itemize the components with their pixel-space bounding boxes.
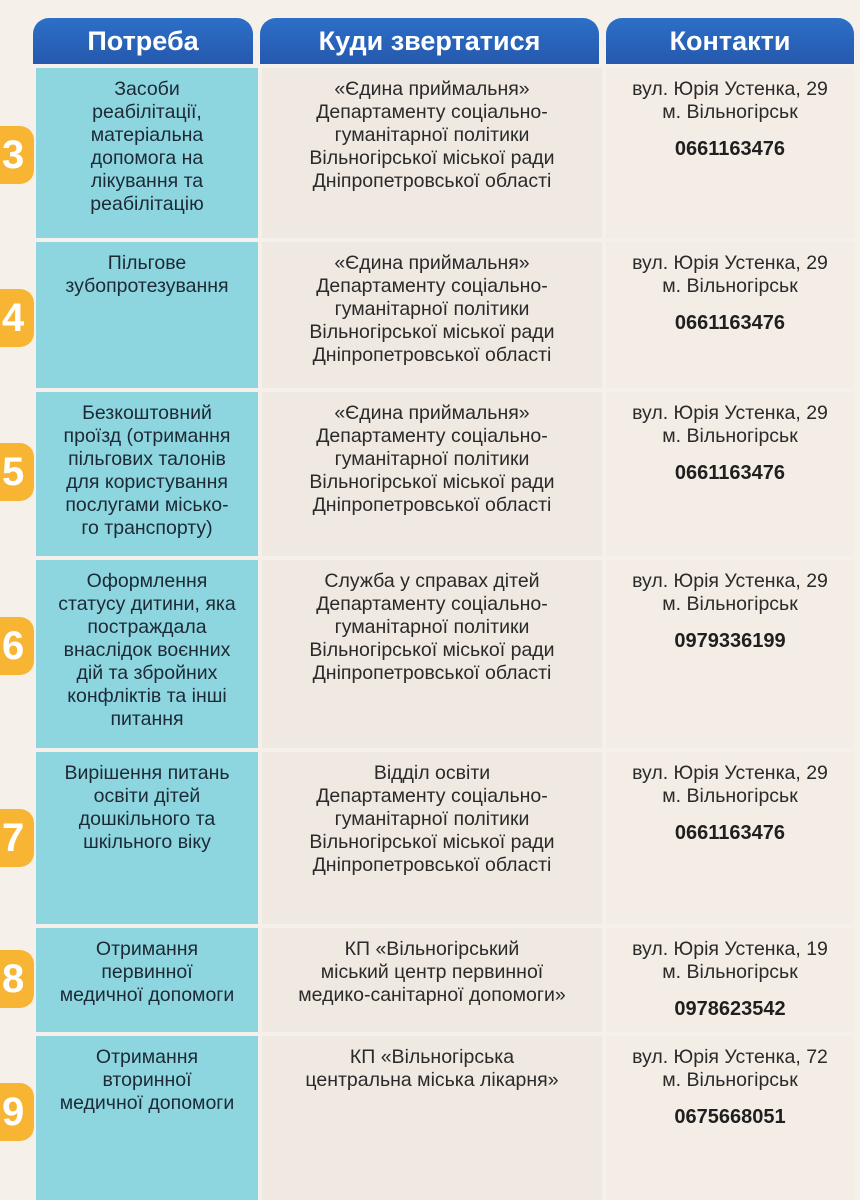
office-text-line: Дніпропетровської області <box>312 344 552 366</box>
office-text-line: Вільногірської міської ради <box>309 321 555 343</box>
row-number-badge: 9 <box>0 1083 34 1141</box>
phone-number: 0661163476 <box>674 312 786 334</box>
need-cell <box>36 928 258 1032</box>
office-text-line: Департаменту соціально- <box>316 275 548 297</box>
where-to-apply-cell <box>262 752 602 924</box>
table-row <box>0 752 860 924</box>
office-text-line: Відділ освіти <box>373 762 491 784</box>
office-text-line: Департаменту соціально- <box>316 593 548 615</box>
office-text-line: гуманітарної політики <box>334 448 530 470</box>
need-text-line: матеріальна <box>90 124 204 146</box>
address-line: вул. Юрія Устенка, 29 <box>632 252 828 274</box>
office-text-line: Вільногірської міської ради <box>309 471 555 493</box>
need-text-line: вторинної <box>102 1069 192 1091</box>
need-text-line: Отримання <box>95 1046 199 1068</box>
need-text-line: послугами місько- <box>65 494 229 516</box>
need-text-line: Оформлення <box>86 570 208 592</box>
office-text-line: гуманітарної політики <box>334 124 530 146</box>
address-line: м. Вільногірськ <box>662 593 798 615</box>
need-cell <box>36 1036 258 1200</box>
need-text-line: постраждала <box>87 616 207 638</box>
office-text-line: Вільногірської міської ради <box>309 147 555 169</box>
address-line: вул. Юрія Устенка, 29 <box>632 78 828 100</box>
need-text-line: шкільного віку <box>83 831 211 853</box>
office-text-line: Департаменту соціально- <box>316 785 548 807</box>
contacts-cell <box>606 242 854 388</box>
office-text-line: Департаменту соціально- <box>316 101 548 123</box>
office-text-line: Дніпропетровської області <box>312 494 552 516</box>
office-text-line: центральна міська лікарня» <box>305 1069 559 1091</box>
row-number-badge: 8 <box>0 950 34 1008</box>
column-header-need: Потреба <box>33 18 253 64</box>
office-text-line: гуманітарної політики <box>334 616 530 638</box>
where-to-apply-cell <box>262 68 602 238</box>
office-text-line: Дніпропетровської області <box>312 854 552 876</box>
office-text-line: КП «Вільногірська <box>349 1046 515 1068</box>
phone-number: 0675668051 <box>674 1106 786 1128</box>
need-text-line: дошкільного та <box>78 808 216 830</box>
table-row <box>0 928 860 1032</box>
where-to-apply-cell <box>262 560 602 748</box>
where-to-apply-cell <box>262 1036 602 1200</box>
office-text-line: «Єдина приймальня» <box>334 252 530 274</box>
address-line: вул. Юрія Устенка, 72 <box>632 1046 828 1068</box>
phone-number: 0661163476 <box>674 138 786 160</box>
need-text-line: зубопротезування <box>65 275 229 297</box>
need-text-line: медичної допомоги <box>59 1092 235 1114</box>
row-number-badge: 4 <box>0 289 34 347</box>
contacts-cell <box>606 560 854 748</box>
table-row <box>0 392 860 556</box>
address-line: м. Вільногірськ <box>662 785 798 807</box>
office-text-line: гуманітарної політики <box>334 298 530 320</box>
address-line: вул. Юрія Устенка, 19 <box>632 938 828 960</box>
office-text-line: Вільногірської міської ради <box>309 831 555 853</box>
column-header-where: Куди звертатися <box>260 18 599 64</box>
column-header-contacts: Контакти <box>606 18 854 64</box>
row-number-badge: 3 <box>0 126 34 184</box>
office-text-line: Департаменту соціально- <box>316 425 548 447</box>
address-line: м. Вільногірськ <box>662 275 798 297</box>
contacts-cell <box>606 752 854 924</box>
address-line: вул. Юрія Устенка, 29 <box>632 762 828 784</box>
need-text-line: первинної <box>101 961 193 983</box>
need-text-line: Безкоштовний <box>82 402 212 424</box>
address-line: м. Вільногірськ <box>662 425 798 447</box>
need-text-line: медичної допомоги <box>59 984 235 1006</box>
need-text-line: реабілітації, <box>92 101 202 123</box>
row-number-badge: 7 <box>0 809 34 867</box>
where-to-apply-cell <box>262 242 602 388</box>
row-number-badge: 6 <box>0 617 34 675</box>
address-line: вул. Юрія Устенка, 29 <box>632 570 828 592</box>
office-text-line: Дніпропетровської області <box>312 662 552 684</box>
contacts-cell <box>606 928 854 1032</box>
need-cell <box>36 392 258 556</box>
table-row <box>0 560 860 748</box>
office-text-line: Вільногірської міської ради <box>309 639 555 661</box>
need-text-line: Пільгове <box>107 252 187 274</box>
phone-number: 0661163476 <box>674 462 786 484</box>
need-text-line: Вирішення питань <box>64 762 230 784</box>
office-text-line: КП «Вільногірський <box>344 938 520 960</box>
phone-number: 0978623542 <box>674 998 786 1020</box>
need-text-line: проїзд (отримання <box>63 425 231 447</box>
office-text-line: «Єдина приймальня» <box>334 402 530 424</box>
table-row <box>0 68 860 238</box>
need-text-line: допомога на <box>90 147 204 169</box>
need-text-line: конфліктів та інші <box>67 685 227 707</box>
table-row <box>0 242 860 388</box>
office-text-line: медико-санітарної допомоги» <box>298 984 566 1006</box>
phone-number: 0661163476 <box>674 822 786 844</box>
contacts-cell <box>606 1036 854 1200</box>
where-to-apply-cell <box>262 928 602 1032</box>
need-text-line: для користування <box>66 471 228 493</box>
address-line: м. Вільногірськ <box>662 101 798 123</box>
address-line: м. Вільногірськ <box>662 1069 798 1091</box>
need-text-line: го транспорту) <box>81 517 213 539</box>
need-text-line: лікування та <box>90 170 204 192</box>
office-text-line: Служба у справах дітей <box>324 570 540 592</box>
contacts-cell <box>606 68 854 238</box>
office-text-line: «Єдина приймальня» <box>334 78 530 100</box>
office-text-line: Дніпропетровської області <box>312 170 552 192</box>
need-text-line: статусу дитини, яка <box>58 593 236 615</box>
office-text-line: гуманітарної політики <box>334 808 530 830</box>
need-cell <box>36 752 258 924</box>
office-text-line: міський центр первинної <box>320 961 544 983</box>
where-to-apply-cell <box>262 392 602 556</box>
row-number-badge: 5 <box>0 443 34 501</box>
contacts-cell <box>606 392 854 556</box>
address-line: вул. Юрія Устенка, 29 <box>632 402 828 424</box>
address-line: м. Вільногірськ <box>662 961 798 983</box>
need-text-line: Засоби <box>114 78 180 100</box>
need-text-line: питання <box>110 708 184 730</box>
table-row <box>0 1036 860 1200</box>
need-text-line: Отримання <box>95 938 199 960</box>
phone-number: 0979336199 <box>674 630 786 652</box>
need-cell <box>36 242 258 388</box>
need-text-line: дій та збройних <box>76 662 218 684</box>
need-text-line: внаслідок воєнних <box>63 639 231 661</box>
need-text-line: освіти дітей <box>93 785 201 807</box>
need-cell <box>36 560 258 748</box>
need-text-line: пільгових талонів <box>68 448 226 470</box>
need-cell <box>36 68 258 238</box>
need-text-line: реабілітацію <box>90 193 204 215</box>
